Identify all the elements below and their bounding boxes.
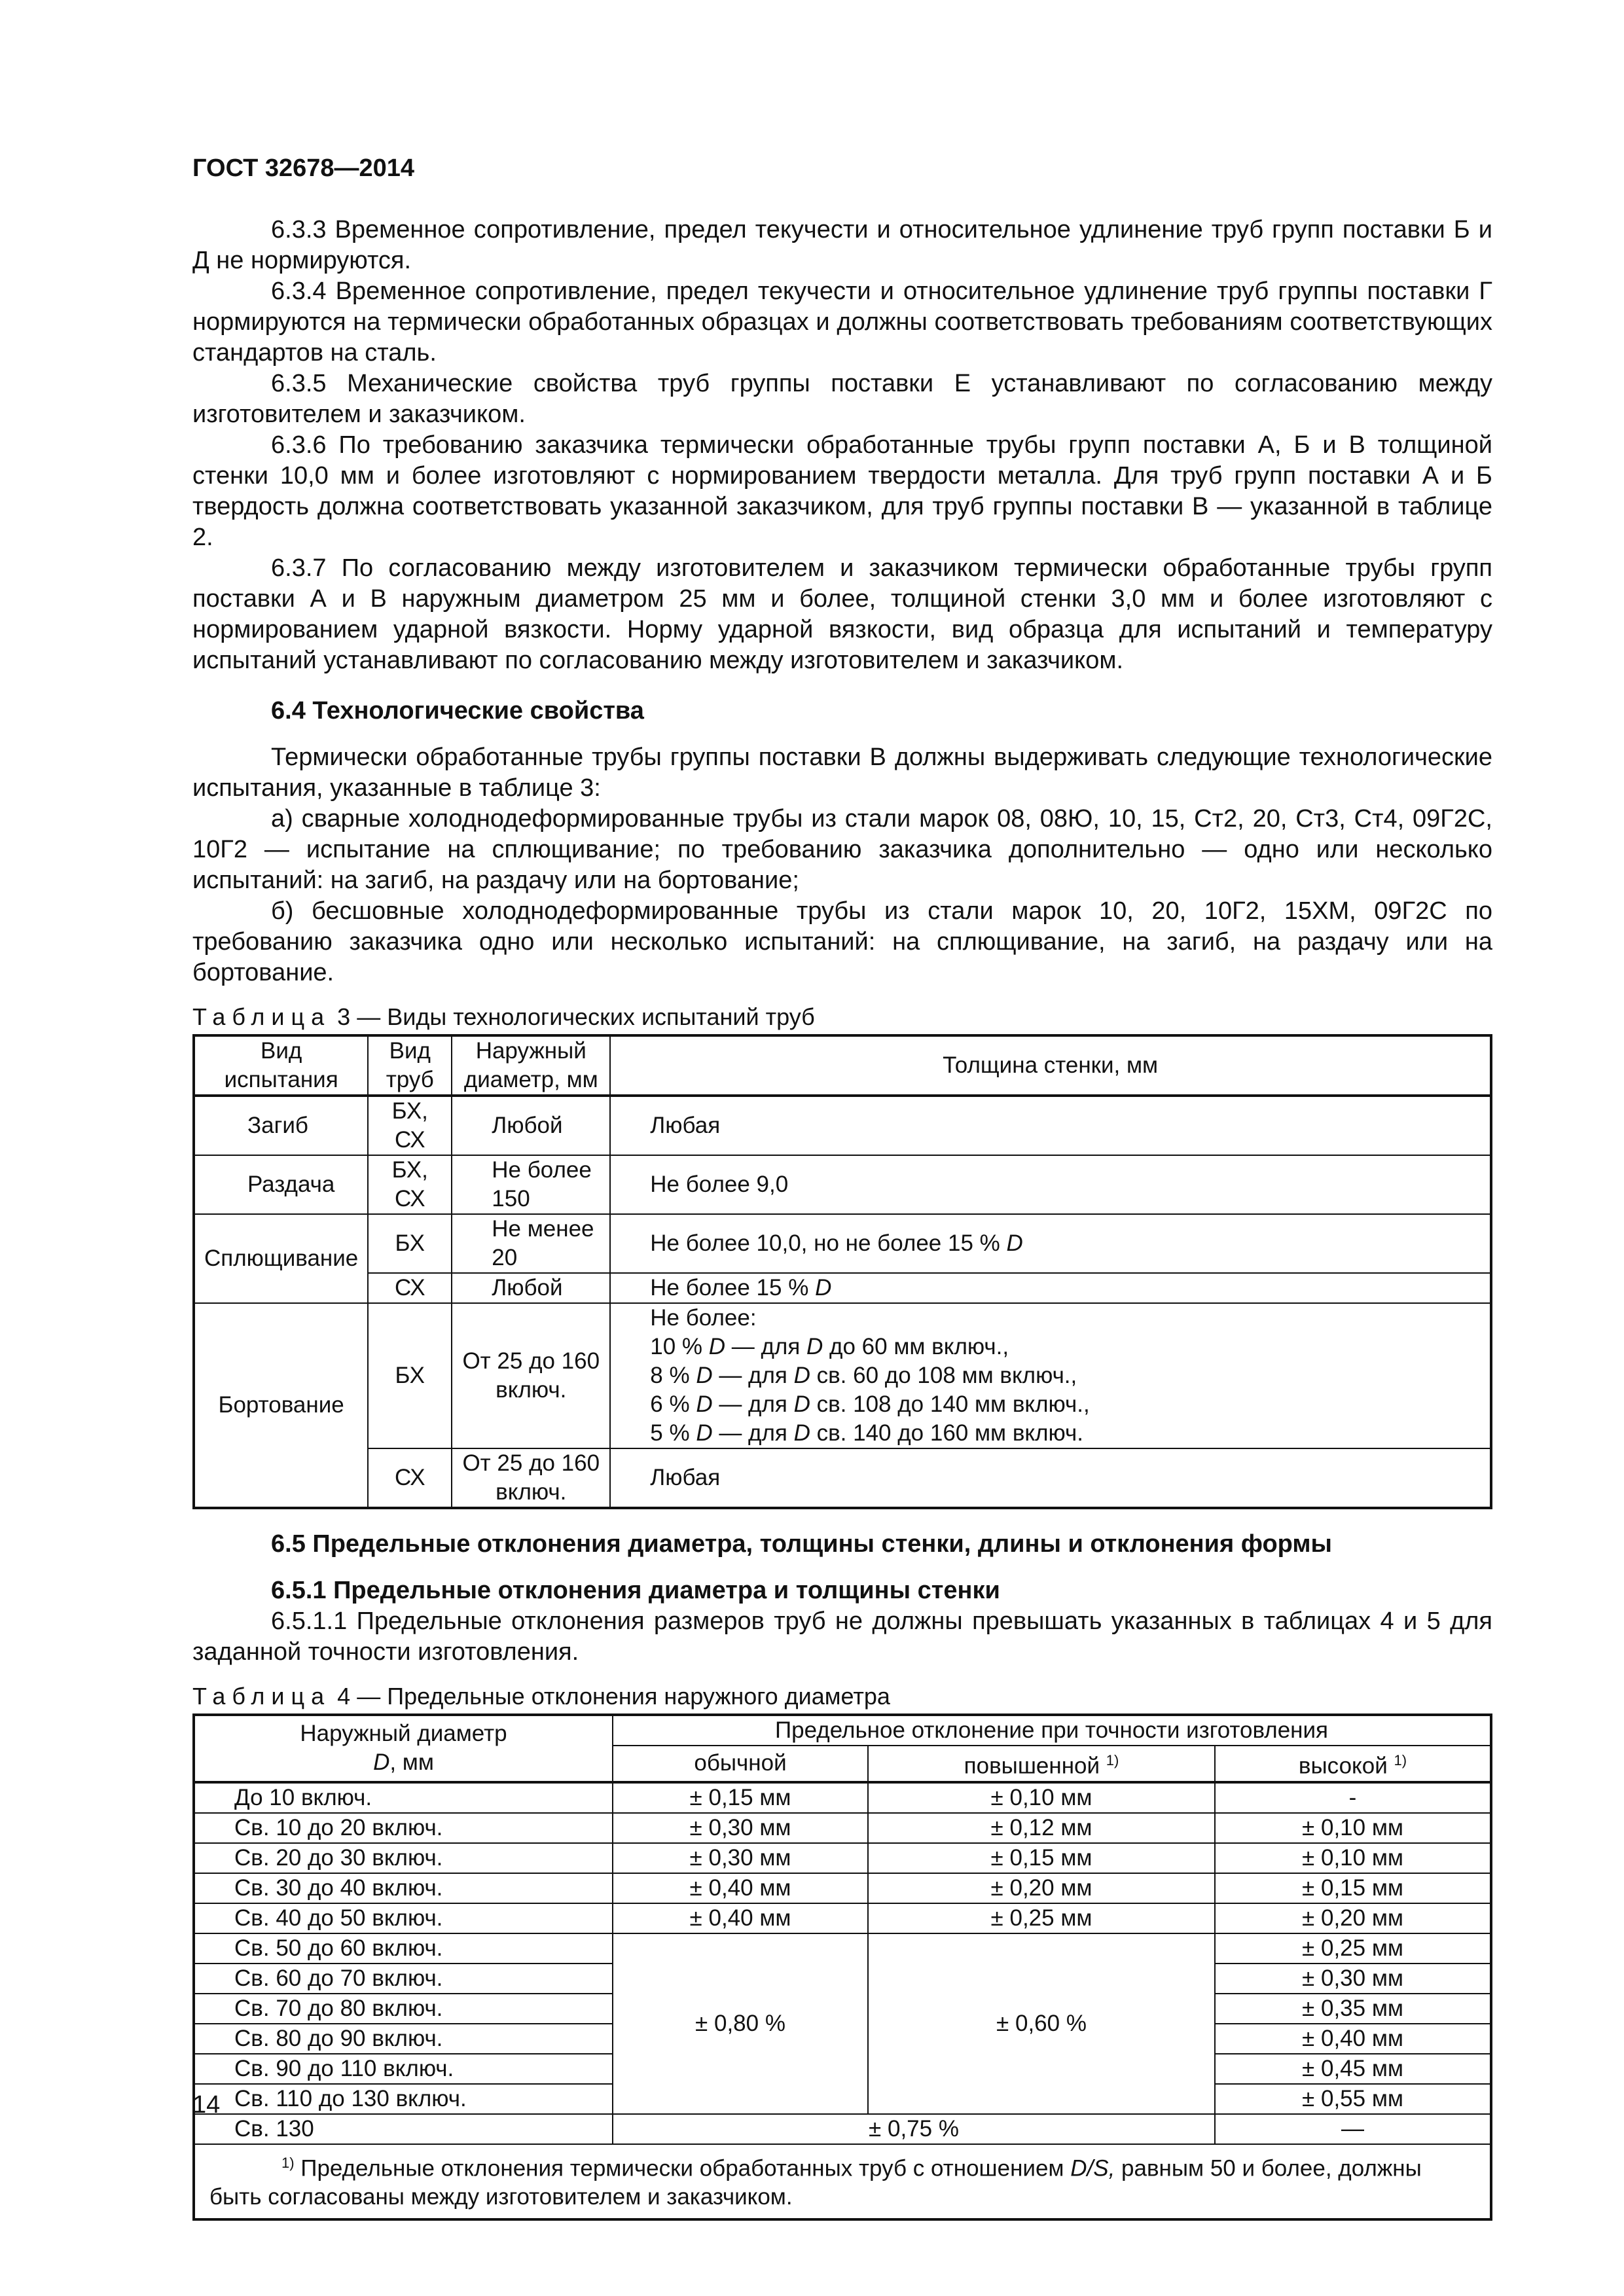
page-number: 14 xyxy=(192,2091,221,2119)
table-row: Св. 50 до 60 включ. ± 0,80 % ± 0,60 % ± 0,25 мм xyxy=(194,1933,1491,1964)
table-row: Св. 10 до 20 включ. ± 0,30 мм ± 0,12 мм ± 0,10 мм xyxy=(194,1813,1491,1843)
table-row: Св. 40 до 50 включ. ± 0,40 мм ± 0,25 мм ± 0,20 мм xyxy=(194,1903,1491,1933)
table-row: Св. 60 до 70 включ. ± 0,30 мм xyxy=(194,1964,1491,1994)
paragraph-6-3-5: 6.3.5 Механические свойства труб группы поставки Е устанавливают по согласованию между изготовителем и заказчиком. xyxy=(192,370,1492,428)
paragraph-6-4-intro: Термически обработанные трубы группы поставки В должны выдерживать следующие технологические испытания, указанные в таблице 3: xyxy=(192,744,1492,802)
table4-footnote: $^{1)}$ Предельные отклонения термически обработанных труб с отношением D/S, равным 50 и более, должны быть согласованы между изготовителем и заказчиком. xyxy=(194,2144,1491,2220)
table-row: Бортование БХ От 25 до 160 включ. Не более: 10 % D — для D до 60 мм включ., 8 % D — для D св. 60 до 108 мм включ., 6 % D — для D св. 108 до 140 мм включ., 5 % D — для D св. 140 до 160 мм включ. xyxy=(194,1303,1491,1448)
table3-header-type: Вид труб xyxy=(368,1035,452,1096)
section-6-5-title: 6.5 Предельные отклонения диаметра, толщины стенки, длины и отклонения формы xyxy=(271,1530,1332,1558)
merged-normal: ± 0,80 % xyxy=(613,1933,868,2114)
paragraph-6-4-b: б) бесшовные холоднодеформированные трубы из стали марок 10, 20, 10Г2, 15ХМ, 09Г2С по требованию заказчика одно или несколько испытаний: на сплющивание, на загиб, на раздачу или на бортование. xyxy=(192,897,1492,986)
table3-header-wall: Толщина стенки, мм xyxy=(610,1035,1491,1096)
table4-header-row xyxy=(194,1715,1491,1746)
table4-caption: Таблица 4 — Предельные отклонения наружного диаметра xyxy=(192,1683,890,1710)
section-6-4-title: 6.4 Технологические свойства xyxy=(271,697,644,725)
table3 xyxy=(192,1034,1492,1509)
paragraph-6-4-a: а) сварные холоднодеформированные трубы из стали марок 08, 08Ю, 10, 15, Ст2, 20, Ст3, Ст4, 09Г2С, 10Г2 — испытание на сплющивание; по требованию заказчика дополнительно — одно или несколько испытаний: на загиб, на раздачу или на бортование; xyxy=(192,805,1492,894)
table4 xyxy=(192,1713,1492,2221)
table-row: Загиб БХ, СХ Любой Любая xyxy=(194,1096,1491,1155)
table4-header-normal: обычной xyxy=(613,1746,868,1782)
table-row: Св. 80 до 90 включ. ± 0,40 мм xyxy=(194,2024,1491,2054)
table-row: Св. 130 ± 0,75 % — xyxy=(194,2114,1491,2144)
bort-line: 8 % D — для D св. 60 до 108 мм включ., xyxy=(650,1363,1077,1388)
paragraph-6-3-7: 6.3.7 По согласованию между изготовителем и заказчиком термически обработанные трубы групп поставки А и В наружным диаметром 25 мм и более, толщиной стенки 3,0 мм и более изготовляют с нормированием ударной вязкости. Норму ударной вязкости, вид образца для испытаний и температуру испытаний устанавливают по согласованию между изготовителем и заказчиком. xyxy=(192,554,1492,674)
bort-line: 6 % D — для D св. 108 до 140 мм включ., xyxy=(650,1391,1090,1417)
bort-line: 5 % D — для D св. 140 до 160 мм включ. xyxy=(650,1420,1083,1446)
paragraph-6-5-1-1: 6.5.1.1 Предельные отклонения размеров труб не должны превышать указанных в таблицах 4 и 5 для заданной точности изготовления. xyxy=(192,1607,1492,1666)
table3-caption: Таблица 3 — Виды технологических испытаний труб xyxy=(192,1003,815,1030)
table4-header-high: повышенной $^{1)}$ xyxy=(868,1746,1215,1782)
bort-line: 10 % D — для D до 60 мм включ., xyxy=(650,1334,1009,1359)
table3-header-test: Вид испытания xyxy=(194,1035,368,1096)
table-row: Св. 110 до 130 включ. ± 0,55 мм xyxy=(194,2084,1491,2114)
merged-high: ± 0,60 % xyxy=(868,1933,1215,2114)
table4-header-diameter: Наружный диаметр D, мм xyxy=(194,1715,613,1782)
table-row: Св. 20 до 30 включ. ± 0,30 мм ± 0,15 мм ± 0,10 мм xyxy=(194,1843,1491,1873)
table4-header-vhigh: высокой $^{1)}$ xyxy=(1215,1746,1491,1782)
table4-footnote-row xyxy=(194,2144,1491,2220)
section-6-5-1-title: 6.5.1 Предельные отклонения диаметра и толщины стенки xyxy=(271,1577,1000,1604)
table-row: Сплющивание БХ Не менее 20 Не более 10,0, но не более 15 % D xyxy=(194,1214,1491,1273)
table-row: Св. 90 до 110 включ. ± 0,45 мм xyxy=(194,2054,1491,2084)
table4-header-group: Предельное отклонение при точности изготовления xyxy=(613,1715,1491,1746)
document-header: ГОСТ 32678—2014 xyxy=(192,154,415,182)
paragraph-6-3-3: 6.3.3 Временное сопротивление, предел текучести и относительное удлинение труб групп поставки Б и Д не нормируются. xyxy=(192,216,1492,274)
table-row: СХ От 25 до 160 включ. Любая xyxy=(194,1448,1491,1508)
table-row: До 10 включ. ± 0,15 мм ± 0,10 мм - xyxy=(194,1782,1491,1813)
table-row: СХ Любой Не более 15 % D xyxy=(194,1273,1491,1303)
table3-header-diameter: Наружный диаметр, мм xyxy=(452,1035,610,1096)
table-row: Раздача БХ, СХ Не более 150 Не более 9,0 xyxy=(194,1155,1491,1214)
table-row: Св. 70 до 80 включ. ± 0,35 мм xyxy=(194,1994,1491,2024)
table3-header-row xyxy=(194,1035,1491,1096)
paragraph-6-3-4: 6.3.4 Временное сопротивление, предел текучести и относительное удлинение труб группы поставки Г нормируются на термически обработанных образцах и должны соответствовать требованиям соответствующих стандартов на сталь. xyxy=(192,278,1492,367)
paragraph-6-3-6: 6.3.6 По требованию заказчика термически обработанные трубы групп поставки А, Б и В толщиной стенки 10,0 мм и более изготовляют с нормированием твердости металла. Для труб групп поставки А и Б твердость должна соответствовать указанной заказчиком, для труб группы поставки В — указанной в таблице 2. xyxy=(192,431,1492,551)
table-row: Св. 30 до 40 включ. ± 0,40 мм ± 0,20 мм ± 0,15 мм xyxy=(194,1873,1491,1903)
page-body xyxy=(192,215,1492,2221)
